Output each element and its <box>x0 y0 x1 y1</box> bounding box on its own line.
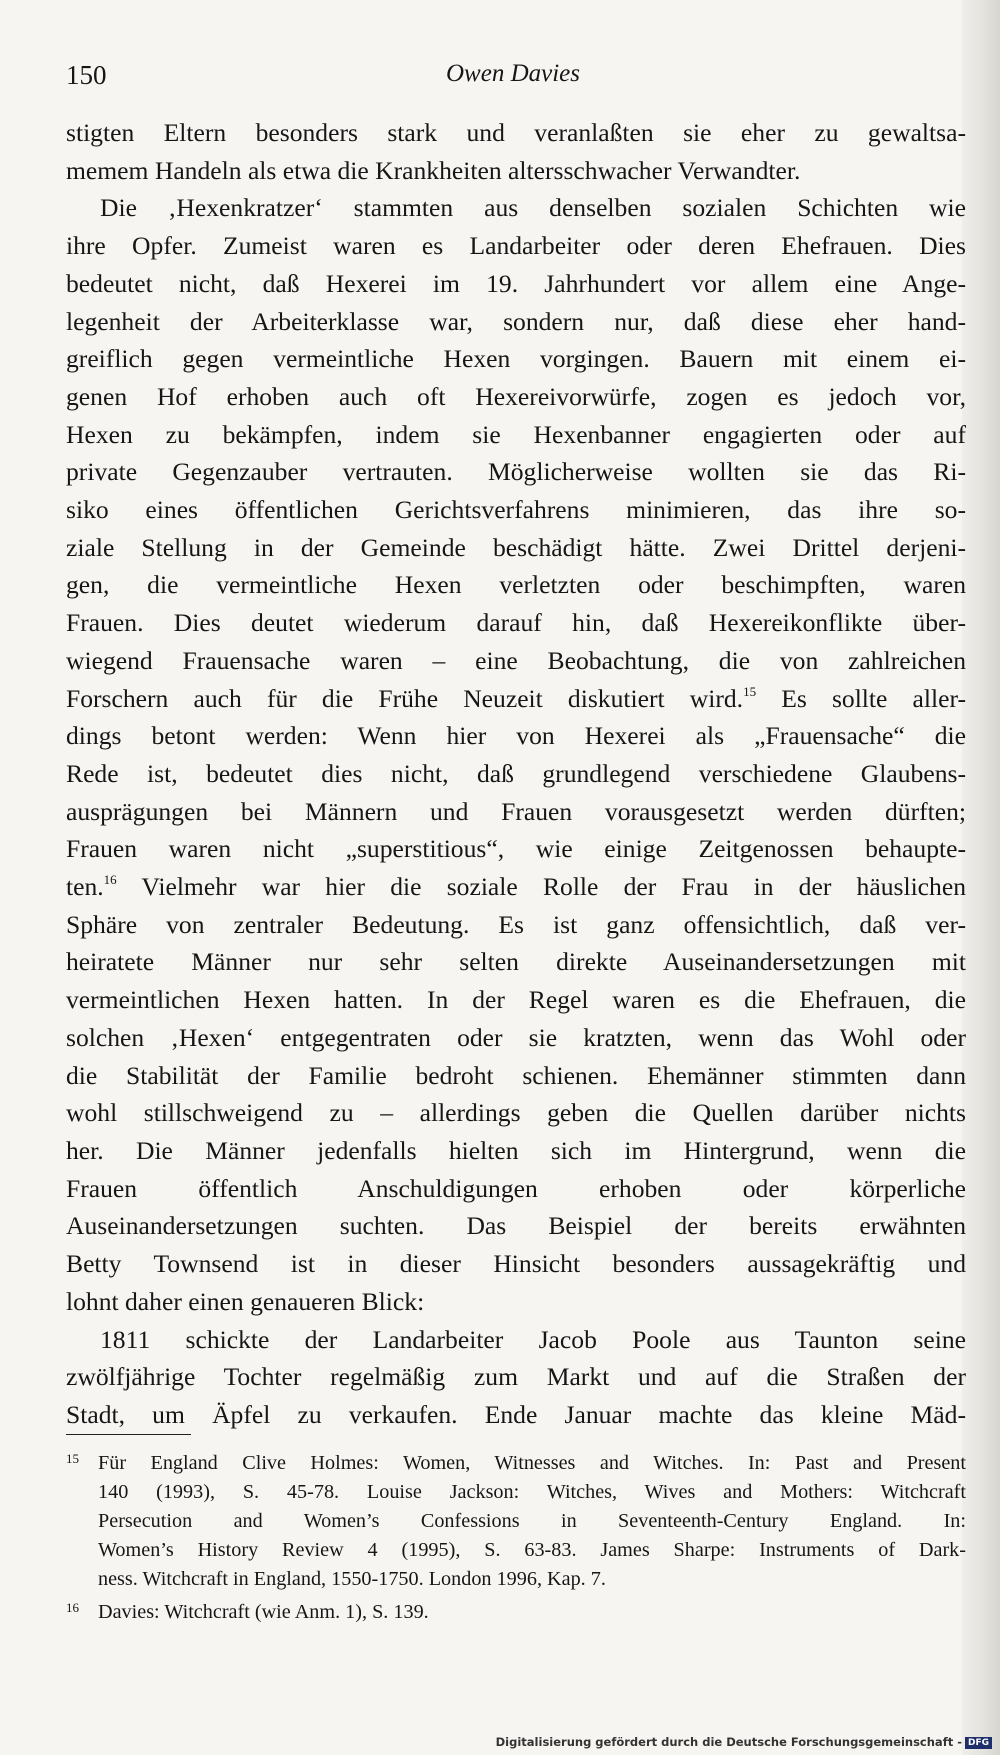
text-line: stigten Eltern besonders stark und veranlaßten sie eher zu gewaltsa- <box>66 118 966 147</box>
text-line: heiratete Männer nur sehr selten direkte Auseinandersetzungen mit <box>66 947 966 977</box>
text-line: zwölfjährige Tochter regelmäßig zum Markt und auf die Straßen der <box>66 1362 966 1392</box>
text-line: ziale Stellung in der Gemeinde beschädigt hätte. Zwei Drittel derjeni- <box>66 532 966 562</box>
text-line: gen, die vermeintliche Hexen verletzten oder beschimpften, waren <box>66 570 966 600</box>
digitization-credit <box>496 1735 992 1749</box>
footnote-16 <box>66 1598 966 1627</box>
footnote-line: Women’s History Review 4 (1995), S. 63-83. James Sharpe: Instruments of Dark- <box>98 1539 966 1561</box>
footnote-reference: 15 <box>743 683 757 699</box>
text-line: private Gegenzauber vertrauten. Möglicherweise wollten sie das Ri- <box>66 457 966 487</box>
text-segment: Vielmehr war hier die soziale Rolle der Frau in der häuslichen <box>116 872 966 902</box>
text-segment: Forschern auch für die Frühe Neuzeit diskutiert wird. <box>66 683 744 713</box>
text-line: wiegend Frauensache waren – eine Beobachtung, die von zahlreichen <box>66 645 966 675</box>
text-line: Frauen öffentlich Anschuldigungen erhoben oder körperliche <box>66 1173 966 1203</box>
text-line: Hexen zu bekämpfen, indem sie Hexenbanner engagierten oder auf <box>66 419 966 449</box>
text-line: memem Handeln als etwa die Krankheiten altersschwacher Verwandter. <box>66 155 801 185</box>
text-line: legenheit der Arbeiterklasse war, sondern nur, daß diese eher hand- <box>66 306 966 336</box>
text-line: Stadt, um Äpfel zu verkaufen. Ende Januar machte das kleine Mäd- <box>66 1399 966 1429</box>
dfg-logo: DFG <box>965 1737 992 1749</box>
text-line: Frauen. Dies deutet wiederum darauf hin, daß Hexereikonflikte über- <box>66 608 966 638</box>
text-line: Frauen waren nicht „superstitious“, wie einige Zeitgenossen behaupte- <box>66 834 966 864</box>
text-line: lohnt daher einen genaueren Blick: <box>66 1286 425 1316</box>
footnote-divider <box>66 1434 191 1435</box>
footnote-line: 140 (1993), S. 45-78. Louise Jackson: Witches, Wives and Mothers: Witchcraft <box>98 1481 966 1503</box>
text-line: Rede ist, bedeutet dies nicht, daß grundlegend verschiedene Glaubens- <box>66 758 966 788</box>
text-line: dings betont werden: Wenn hier von Hexerei als „Frauensache“ die <box>66 721 966 751</box>
running-head: Owen Davies <box>446 60 580 87</box>
text-line <box>66 680 966 718</box>
text-line: Auseinandersetzungen suchten. Das Beispiel der bereits erwähnten <box>66 1211 966 1241</box>
text-line: siko eines öffentlichen Gerichtsverfahrens minimieren, das ihre so- <box>66 495 966 525</box>
text-line: die Stabilität der Familie bedroht schienen. Ehemänner stimmten dann <box>66 1060 966 1090</box>
footnote-number: 16 <box>66 1600 79 1615</box>
footnote-line: Persecution and Women’s Confessions in Seventeenth-Century England. In: <box>98 1510 966 1532</box>
footnote-line: ness. Witchcraft in England, 1550-1750. London 1996, Kap. 7. <box>98 1568 606 1590</box>
footnotes <box>66 1449 966 1627</box>
text-line: ausprägungen bei Männern und Frauen vorausgesetzt werden dürften; <box>66 796 966 826</box>
text-line: Die ‚Hexenkratzer‘ stammten aus denselben sozialen Schichten wie <box>100 193 966 223</box>
body-text <box>66 114 966 1434</box>
text-line: wohl stillschweigend zu – allerdings geben die Quellen darüber nichts <box>66 1098 966 1128</box>
text-line: vermeintlichen Hexen hatten. In der Regel waren es die Ehefrauen, die <box>66 985 966 1015</box>
text-segment: ten. <box>66 872 104 902</box>
page-number: 150 <box>66 60 107 90</box>
text-line: Betty Townsend ist in dieser Hinsicht besonders aussagekräftig und <box>66 1249 966 1279</box>
text-line: solchen ‚Hexen‘ entgegentraten oder sie kratzten, wenn das Wohl oder <box>66 1022 966 1052</box>
text-line: genen Hof erhoben auch oft Hexereivorwürfe, zogen es jedoch vor, <box>66 381 966 411</box>
footnote-line: Für England Clive Holmes: Women, Witnesses and Witches. In: Past and Present <box>98 1452 966 1474</box>
footnote-reference: 16 <box>103 872 117 888</box>
text-line <box>66 868 966 906</box>
text-line: ihre Opfer. Zumeist waren es Landarbeiter oder deren Ehefrauen. Dies <box>66 231 966 261</box>
page-edge-shadow <box>962 0 1000 1755</box>
text-line: Sphäre von zentraler Bedeutung. Es ist ganz offensichtlich, daß ver- <box>66 909 966 939</box>
page-header <box>66 60 966 100</box>
text-segment: Es sollte aller- <box>756 683 967 713</box>
footnote-number: 15 <box>66 1451 79 1466</box>
text-line: 1811 schickte der Landarbeiter Jacob Poole aus Taunton seine <box>100 1324 966 1354</box>
credit-text: Digitalisierung gefördert durch die Deutsche Forschungsgemeinschaft - <box>495 1735 962 1749</box>
footnote-line: Davies: Witchcraft (wie Anm. 1), S. 139. <box>98 1601 429 1623</box>
text-line: her. Die Männer jedenfalls hielten sich im Hintergrund, wenn die <box>66 1135 966 1165</box>
footnote-15 <box>66 1449 966 1594</box>
text-line: bedeutet nicht, daß Hexerei im 19. Jahrhundert vor allem eine Ange- <box>66 268 966 298</box>
text-line: greiflich gegen vermeintliche Hexen vorgingen. Bauern mit einem ei- <box>66 344 966 374</box>
